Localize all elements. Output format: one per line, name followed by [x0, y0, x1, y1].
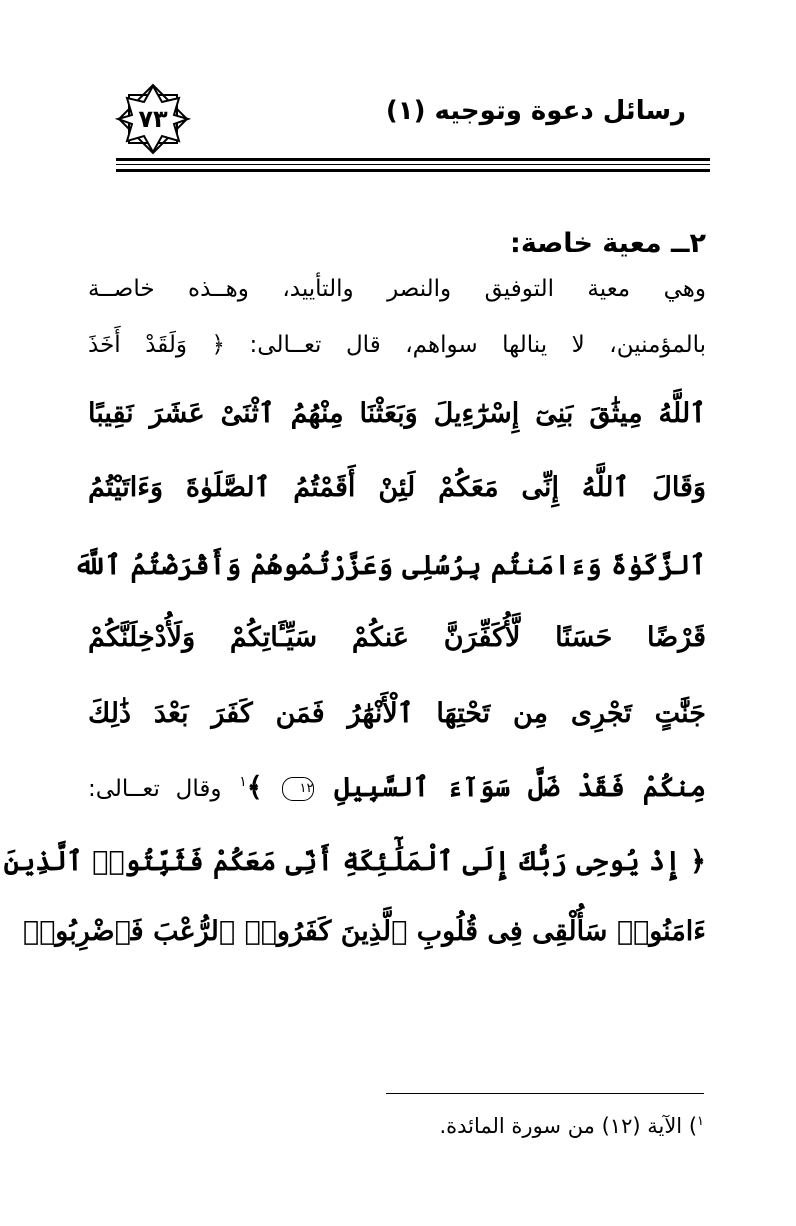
section-heading: ٢ــ معية خاصة: [510, 228, 706, 259]
footnote-number: ١ [697, 1114, 704, 1129]
verse-line-6 [88, 772, 706, 803]
footnote-separator [386, 1093, 704, 1094]
verse-close-bracket: ﴾ [246, 772, 263, 803]
footnote-text: ) الآية (١٢) من سورة المائدة. [439, 1114, 698, 1138]
verse-line-1: ٱللَّهُ مِيثَٰقَ بَنِىٓ إِسْرَٰٓءِيلَ وَبَعَثْنَا مِنْهُمُ ٱثْنَىْ عَشَرَ نَقِيبًا [88, 398, 706, 429]
verse-line-4: قَرْضًا حَسَنًا لَّأُكَفِّرَنَّ عَنكُمْ سَيِّـَٔاتِكُمْ وَلَأُدْخِلَنَّكُمْ [88, 622, 706, 653]
page-number: ٧٣ [138, 105, 168, 133]
verse-line-8: ءَامَنُوا۟ سَأُلْقِى فِى قُلُوبِ ٱلَّذِينَ كَفَرُوا۟ ٱلرُّعْبَ فَٱضْرِبُوا۟ [22, 916, 706, 947]
verse-line-5: جَنَّٰتٍ تَجْرِى مِن تَحْتِهَا ٱلْأَنْهَٰرُ فَمَن كَفَرَ بَعْدَ ذَٰلِكَ [88, 698, 706, 729]
verse-line-6-text: مِنكُمْ فَقَدْ ضَلَّ سَوَآءَ ٱلسَّبِيلِ [334, 772, 707, 803]
header-rule-middle [116, 164, 710, 165]
prose-line-1: وهي معية التوفيق والنصر والتأييد، وهــذه خاصــة [88, 276, 706, 302]
prose-line-2: بالمؤمنين، لا ينالها سواهم، قال تعــالى: ﴿ وَلَقَدْ أَخَذَ [88, 332, 706, 358]
verse-line-6-prose: وقال تعــالى: [88, 776, 222, 802]
header-rule-bottom [116, 169, 710, 172]
ayah-number-marker: ١٢ [282, 777, 314, 801]
footnote-reference: ١ [239, 774, 247, 790]
footnote [439, 1114, 704, 1138]
page-number-badge [112, 78, 194, 160]
verse-line-7: ﴿ إِذْ يُوحِى رَبُّكَ إِلَى ٱلْمَلَٰٓئِكَةِ أَنِّى مَعَكُمْ فَثَبِّتُوا۟ ٱلَّذِينَ [3, 846, 706, 877]
header-rule-top [116, 158, 710, 161]
verse-line-2: وَقَالَ ٱللَّهُ إِنِّى مَعَكُمْ لَئِنْ أَقَمْتُمُ ٱلصَّلَوٰةَ وَءَاتَيْتُمُ [88, 472, 706, 503]
verse-line-3: ٱلزَّكَوٰةَ وَءَامَنتُم بِرُسُلِى وَعَزَّرْتُمُوهُمْ وَأَقْرَضْتُمُ ٱللَّهَ [73, 550, 706, 581]
running-header-title: رسائل دعوة وتوجيه (١) [385, 96, 686, 126]
